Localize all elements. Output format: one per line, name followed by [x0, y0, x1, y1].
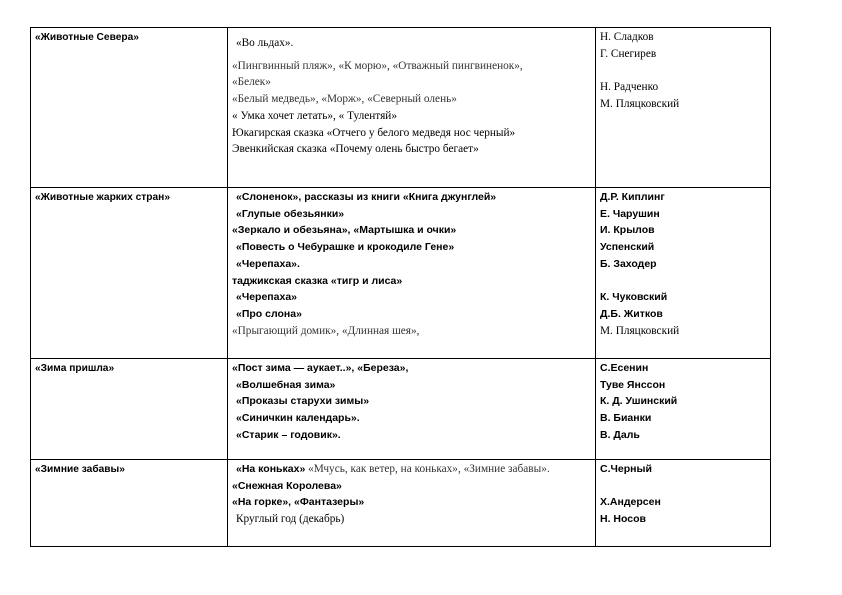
work-line: Круглый год (декабрь) — [236, 513, 345, 526]
author-name: К. Д. Ушинский — [600, 395, 678, 408]
work-line: «Проказы старухи зимы» — [236, 395, 370, 408]
author-name: Б. Заходер — [600, 257, 657, 270]
theme-title: «Зима пришла» — [35, 362, 115, 374]
author-name: Х.Андерсен — [600, 496, 661, 509]
work-line: «Синичкин календарь». — [236, 412, 360, 425]
authors-cell — [596, 28, 771, 188]
work-title: «На коньках» — [236, 463, 306, 475]
table-row — [31, 188, 771, 359]
author-name: Туве Янссон — [600, 378, 666, 391]
author-name: М. Пляцковский — [600, 324, 680, 337]
work-line: «Старик – годовик». — [236, 428, 341, 441]
theme-cell — [31, 460, 228, 547]
author-name: К. Чуковский — [600, 291, 668, 304]
author-name: С.Есенин — [600, 362, 649, 374]
work-line: «Во льдах». — [236, 37, 294, 49]
author-name: В. Бианки — [600, 412, 652, 425]
author-name: С.Черный — [600, 463, 652, 475]
work-line: «Снежная Королева» — [232, 479, 342, 492]
work-line: Эвенкийская сказка «Почему олень быстро бегает» — [232, 143, 479, 156]
author-name: В. Даль — [600, 428, 640, 441]
work-line: «Зеркало и обезьяна», «Мартышка и очки» — [232, 224, 457, 237]
author-name: Е. Чарушин — [600, 207, 660, 220]
author-name: М. Пляцковский — [600, 97, 680, 110]
theme-title: «Животные Севера» — [35, 31, 139, 43]
author-name: Д.Р. Киплинг — [600, 191, 665, 203]
work-line: «Пост зима — аукает..», «Береза», — [232, 362, 409, 374]
work-title: «Мчусь, как ветер, на коньках», «Зимние забавы». — [305, 463, 550, 475]
work-line: «Черепаха» — [236, 291, 298, 304]
author-name: Н. Сладков — [600, 31, 654, 43]
authors-cell — [596, 460, 771, 547]
author-name: И. Крылов — [600, 224, 655, 237]
author-name: Г. Снегирев — [600, 47, 657, 60]
work-line: «На горке», «Фантазеры» — [232, 496, 365, 509]
author-name: Успенский — [600, 241, 655, 254]
work-line — [232, 461, 591, 478]
work-line: «Про слона» — [236, 307, 302, 320]
theme-title: «Животные жарких стран» — [35, 191, 170, 203]
work-line: «Пингвинный пляж», «К морю», «Отважный пингвиненок», «Белек» — [232, 59, 523, 89]
table-row — [31, 359, 771, 460]
author-name: Д.Б. Житков — [600, 307, 663, 320]
work-line: «Прыгающий домик», «Длинная шея», — [232, 324, 420, 337]
work-line: таджикская сказка «тигр и лиса» — [232, 274, 403, 287]
works-cell — [228, 460, 596, 547]
authors-cell — [596, 359, 771, 460]
work-line: «Повесть о Чебурашке и крокодиле Гене» — [236, 241, 455, 254]
work-line: «Слоненок», рассказы из книги «Книга джунглей» — [236, 191, 497, 203]
works-cell — [228, 28, 596, 188]
work-line: «Глупые обезьянки» — [236, 207, 345, 220]
work-line: « Умка хочет летать», « Тулентяй» — [232, 109, 397, 122]
literature-table — [30, 27, 771, 547]
theme-cell — [31, 188, 228, 359]
work-line: «Белый медведь», «Морж», «Северный олень» — [232, 93, 457, 106]
theme-cell — [31, 359, 228, 460]
table-row — [31, 28, 771, 188]
work-line: «Черепаха». — [236, 257, 300, 270]
work-line: «Волшебная зима» — [236, 378, 336, 391]
table-row — [31, 460, 771, 547]
theme-title: «Зимние забавы» — [35, 463, 125, 475]
theme-cell — [31, 28, 228, 188]
authors-cell — [596, 188, 771, 359]
author-name: Н. Радченко — [600, 81, 659, 94]
works-cell — [228, 359, 596, 460]
author-name: Н. Носов — [600, 513, 646, 526]
works-cell — [228, 188, 596, 359]
work-line: Юкагирская сказка «Отчего у белого медведя нос черный» — [232, 126, 516, 139]
